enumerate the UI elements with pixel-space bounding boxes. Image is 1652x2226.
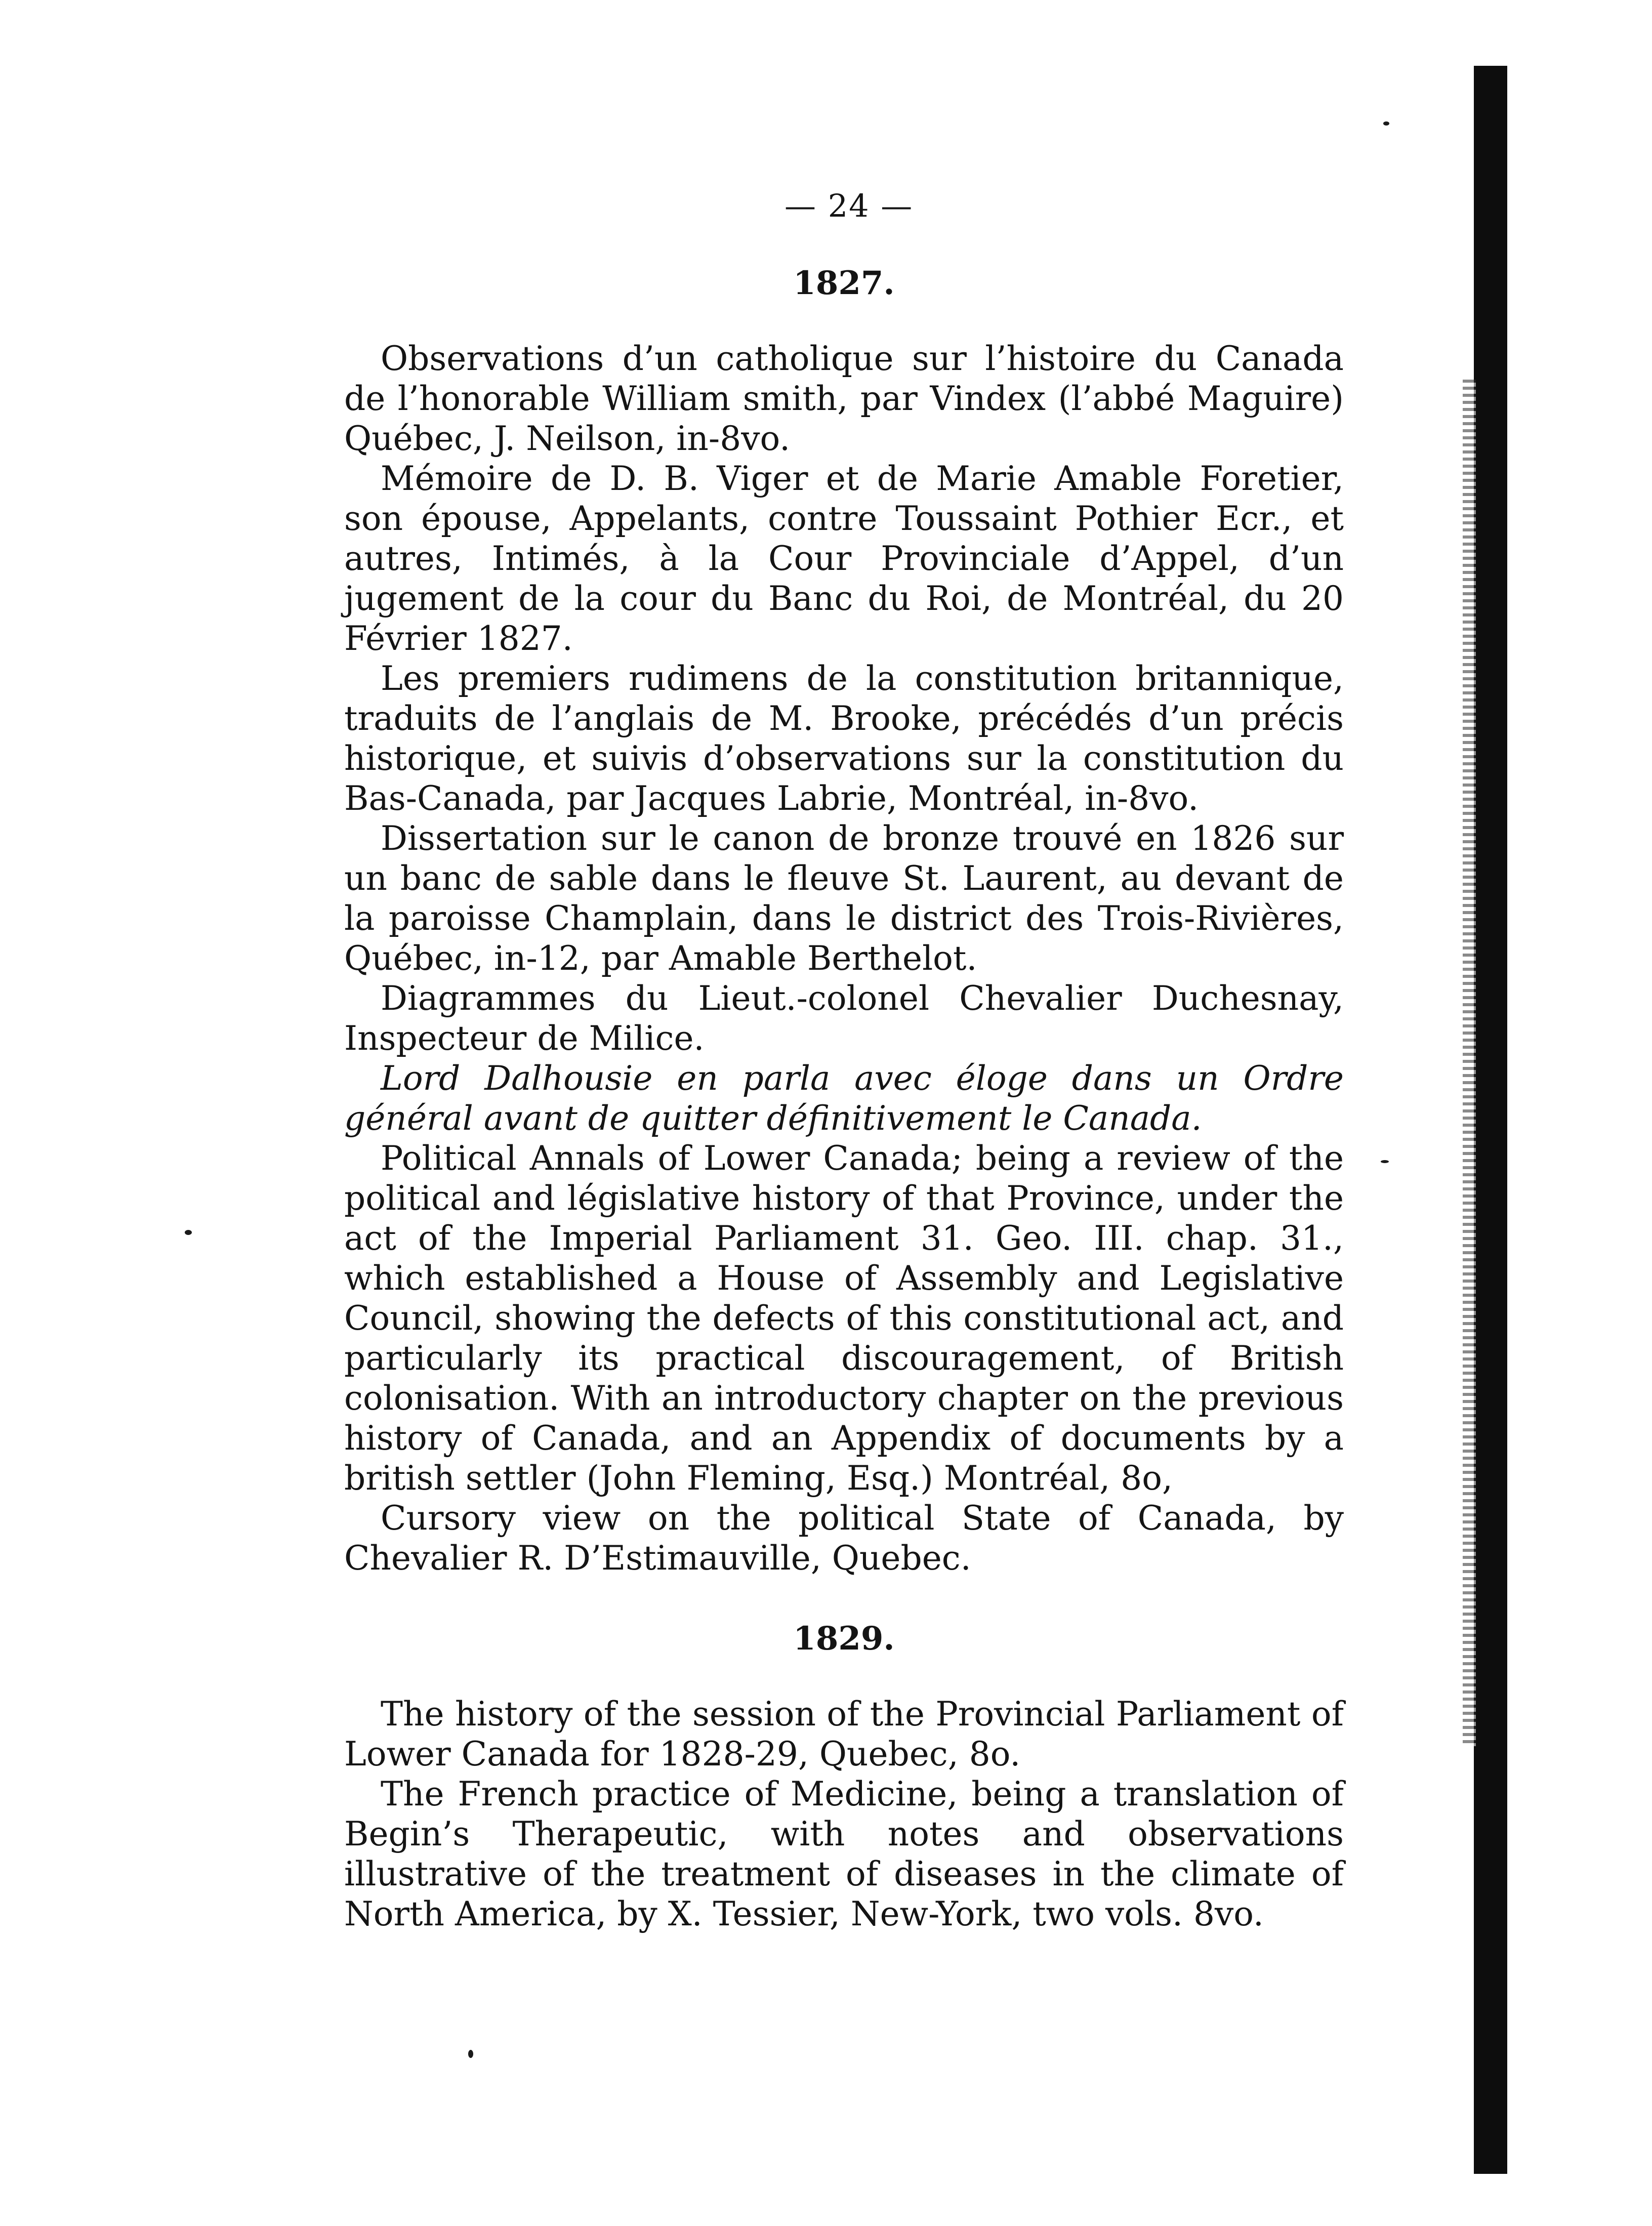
entry-cursory-view: Cursory view on the political State of Canada, by Chevalier R. D’Estimauville, Quebec. — [344, 1499, 1344, 1578]
ink-speck — [468, 2050, 473, 2058]
ink-speck — [1381, 1160, 1389, 1163]
entry-note-dalhousie: Lord Dalhousie en parla avec éloge dans un Ordre général avant de quitter définitivement le Canada. — [344, 1059, 1344, 1138]
entry-observations-catholique: Observations d’un catholique sur l’histoire du Canada de l’honorable William smith, par Vindex (l’abbé Maguire) Québec, J. Neilson, in-8vo. — [344, 339, 1344, 458]
entry-political-annals: Political Annals of Lower Canada; being a review of the political and législative history of that Province, under the act of the Imperial Parliament 31. Geo. III. chap. 31., which established a House of Assembly and Legislative Council, showing the defects of this constitutional act, and particularly its practical discouragement, of British colonisation. With an introductory chapter on the previous history of Canada, and an Appendix of documents by a british settler (John Fleming, Esq.) Montréal, 8o, — [344, 1139, 1344, 1498]
entry-dissertation-canon: Dissertation sur le canon de bronze trouvé en 1826 sur un banc de sable dans le fleuve St. Laurent, au devant de la paroisse Champlain, dans le district des Trois-Rivières, Québec, in-12, par Amable Berthelot. — [344, 819, 1344, 978]
year-heading-1829: 1829. — [793, 1620, 895, 1658]
page-number: — 24 — — [784, 187, 914, 224]
entry-premiers-rudimens: Les premiers rudimens de la constitution britannique, traduits de l’anglais de M. Brooke, précédés d’un précis historique, et suivis d’observations sur la constitution du Bas-Canada, par Jacques Labrie, Montréal, in-8vo. — [344, 659, 1344, 818]
page-body — [344, 263, 1344, 1934]
year-heading-1827: 1827. — [793, 264, 895, 302]
ink-speck — [185, 1230, 192, 1235]
ink-speck — [1383, 121, 1389, 126]
entry-history-session: The history of the session of the Provincial Parliament of Lower Canada for 1828-29, Quebec, 8o. — [344, 1695, 1344, 1774]
entry-memoire-viger: Mémoire de D. B. Viger et de Marie Amable Foretier, son épouse, Appelants, contre Toussaint Pothier Ecr., et autres, Intimés, à la Cour Provinciale d’Appel, d’un jugement de la cour du Banc du Roi, de Montréal, du 20 Février 1827. — [344, 459, 1344, 658]
entry-french-practice-medicine: The French practice of Medicine, being a translation of Begin’s Therapeutic, with notes and observations illustrative of the treatment of diseases in the climate of North America, by X. Tessier, New-York, two vols. 8vo. — [344, 1775, 1344, 1933]
scanned-page-edge — [1474, 66, 1507, 2174]
entry-diagrammes-duchesnay: Diagrammes du Lieut.-colonel Chevalier Duchesnay, Inspecteur de Milice. — [344, 979, 1344, 1058]
